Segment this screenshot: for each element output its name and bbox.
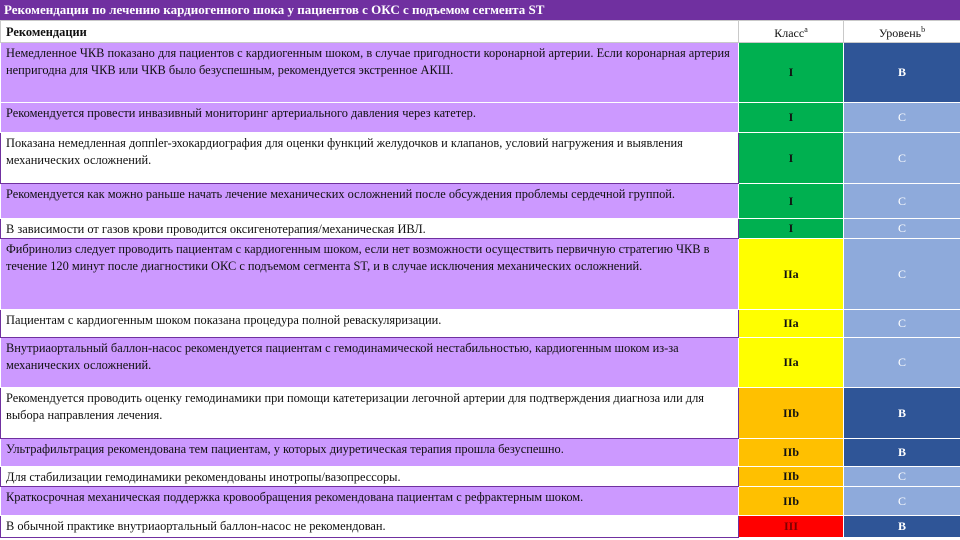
level-cell: C [844, 239, 960, 310]
header-level [844, 21, 960, 43]
class-cell: I [739, 133, 844, 184]
table-row [1, 338, 960, 388]
recommendation-text: Внутриаортальный баллон-насос рекомендуется пациентам с гемодинамической нестабильностью, кардиогенным шоком из-за механических осложнений. [1, 338, 739, 388]
header-class [739, 21, 844, 43]
table-row [1, 388, 960, 439]
level-cell: C [844, 133, 960, 184]
level-cell: C [844, 487, 960, 516]
header-level-sup: b [921, 25, 926, 34]
header-level-label: Уровень [878, 26, 922, 40]
table-row [1, 133, 960, 184]
recommendations-table [0, 20, 960, 538]
recommendation-text: Рекомендуется проводить оценку гемодинамики при помощи катетеризации легочной артерии для подтверждения диагноза или для выбора направления лечения. [1, 388, 739, 439]
level-cell: C [844, 103, 960, 133]
header-class-sup: a [804, 25, 808, 34]
table-row [1, 239, 960, 310]
level-cell: B [844, 439, 960, 467]
header-class-label: Класс [774, 26, 805, 40]
class-cell: IIb [739, 487, 844, 516]
class-cell: III [739, 516, 844, 538]
level-cell: C [844, 338, 960, 388]
recommendation-text: В обычной практике внутриаортальный баллон-насос не рекомендован. [1, 516, 739, 538]
table-row [1, 516, 960, 538]
level-cell: C [844, 184, 960, 219]
recommendation-text: Рекомендуется провести инвазивный мониторинг артериального давления через катетер. [1, 103, 739, 133]
header-recommendations: Рекомендации [1, 21, 739, 43]
recommendation-text: В зависимости от газов крови проводится оксигенотерапия/механическая ИВЛ. [1, 219, 739, 239]
recommendation-text: Немедленное ЧКВ показано для пациентов с кардиогенным шоком, в случае пригодности коронарной артерии. Если коронарная артерия непригодна для ЧКВ или ЧКВ было безуспешным, рекомендуется экстренное АКШ. [1, 43, 739, 103]
class-cell: IIa [739, 310, 844, 338]
table-row [1, 219, 960, 239]
recommendation-text: Рекомендуется как можно раньше начать лечение механических осложнений после обсуждения проблемы сердечной группой. [1, 184, 739, 219]
class-cell: I [739, 43, 844, 103]
table-row [1, 439, 960, 467]
class-cell: IIb [739, 467, 844, 487]
table-row [1, 467, 960, 487]
class-cell: IIb [739, 439, 844, 467]
recommendation-text: Показана немедленная доппler-эхокардиография для оценки функций желудочков и клапанов, условий нагружения и выявления механических осложнений. [1, 133, 739, 184]
level-cell: B [844, 388, 960, 439]
recommendation-text: Ультрафильтрация рекомендована тем пациентам, у которых диуретическая терапия прошла безуспешно. [1, 439, 739, 467]
recommendation-text: Краткосрочная механическая поддержка кровообращения рекомендована пациентам с рефрактерным шоком. [1, 487, 739, 516]
header-row [1, 21, 960, 43]
level-cell: C [844, 219, 960, 239]
recommendation-text: Пациентам с кардиогенным шоком показана процедура полной реваскуляризации. [1, 310, 739, 338]
table-row [1, 103, 960, 133]
level-cell: B [844, 516, 960, 538]
class-cell: IIa [739, 338, 844, 388]
class-cell: I [739, 184, 844, 219]
level-cell: C [844, 310, 960, 338]
table-row [1, 487, 960, 516]
class-cell: IIa [739, 239, 844, 310]
level-cell: B [844, 43, 960, 103]
class-cell: IIb [739, 388, 844, 439]
table-title: Рекомендации по лечению кардиогенного шока у пациентов с ОКС с подъемом сегмента ST [0, 0, 960, 20]
recommendation-text: Для стабилизации гемодинамики рекомендованы инотропы/вазопрессоры. [1, 467, 739, 487]
class-cell: I [739, 103, 844, 133]
table-row [1, 310, 960, 338]
table-row [1, 184, 960, 219]
recommendation-text: Фибринолиз следует проводить пациентам с кардиогенным шоком, если нет возможности осуществить первичную стратегию ЧКВ в течение 120 минут после диагностики ОКС с подъемом сегмента ST, и в случае исключения механических осложнений. [1, 239, 739, 310]
class-cell: I [739, 219, 844, 239]
table-row [1, 43, 960, 103]
level-cell: C [844, 467, 960, 487]
